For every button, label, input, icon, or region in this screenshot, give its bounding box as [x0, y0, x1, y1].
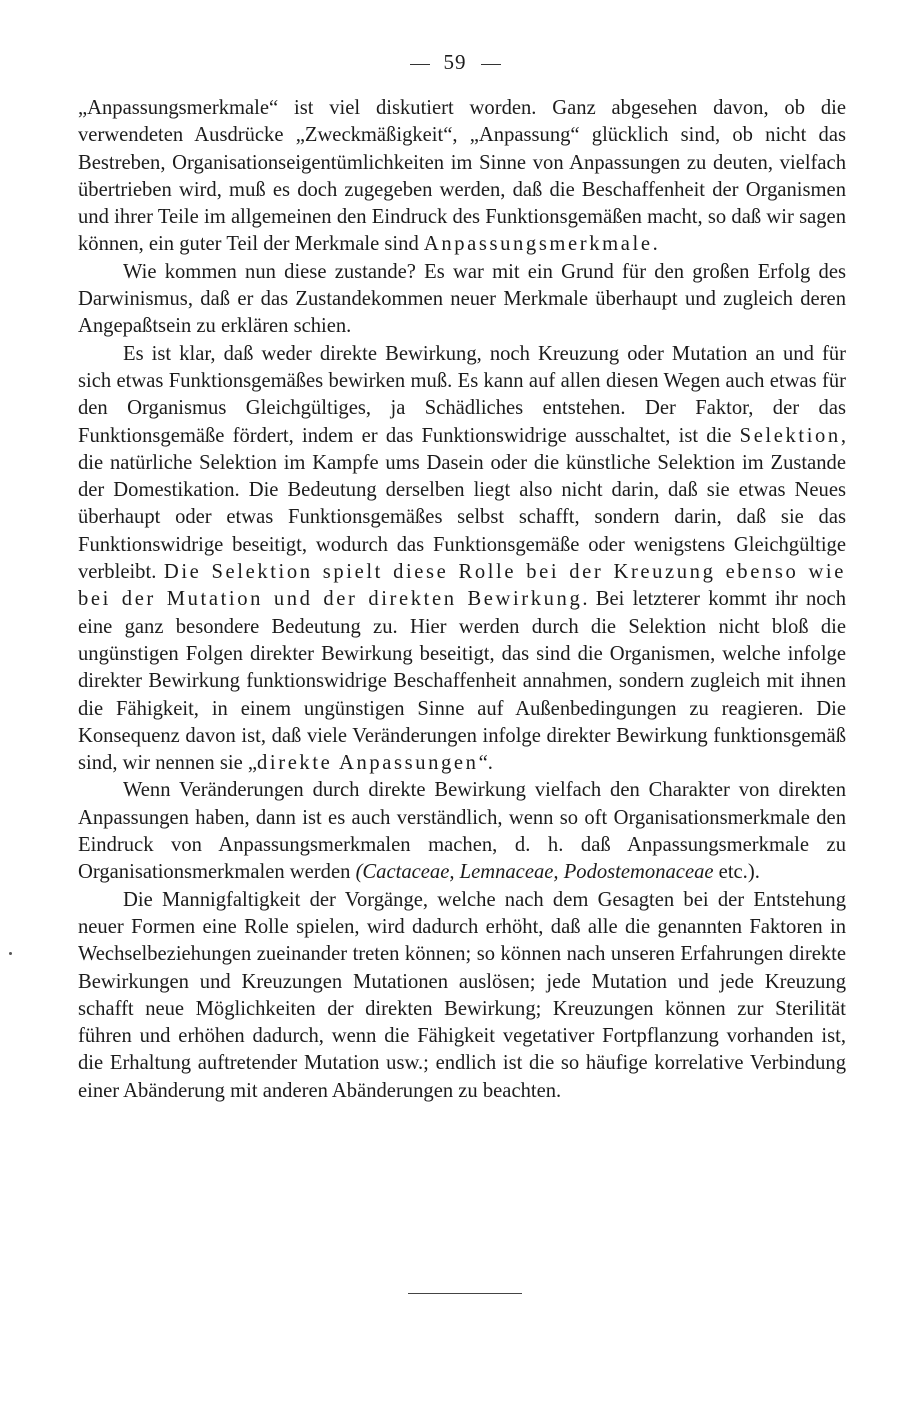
page-number-dash-right [481, 64, 501, 65]
text-segment: Wie kommen nun diese zustande? Es war mit ein Grund für den großen Erfolg des Darwinismus, daß er das Zustandekommen neuer Merkmale überhaupt und zugleich deren Angepaßtsein zu erklären schien. [78, 260, 846, 338]
text-segment: Die Selektion spielt diese Rolle bei der Kreuzung ebenso wie bei der Mutation und der direkten Bewirkung [78, 561, 846, 611]
text-segment: “. [478, 752, 493, 775]
text-segment: . [652, 233, 658, 256]
text-segment: . Bei letzterer kommt ihr noch eine ganz besondere Bedeutung zu. Hier werden durch die Selektion nicht bloß die ungünstigen Folgen direkter Bewirkung beseitigt, das sind die Organismen, welche infolge direkter Bewirkung funktionswidrige Beschaffenheit annahmen, sondern zugleich mit ihnen die Fähigkeit, in einem ungünstigen Sinne auf Außenbedingungen zu reagieren. Die Konsequenz davon ist, daß viele Veränderungen infolge direkter Bewirkung funktionsgemäß sind, wir nennen sie „ [78, 588, 846, 775]
body-text [78, 95, 846, 1105]
text-segment: „Anpassungsmerkmale“ ist viel diskutiert worden. Ganz abgesehen davon, ob die verwendeten Ausdrücke „Zweckmäßigkeit“, „Anpassung“ glücklich sind, ob nicht das Bestreben, Organisationseigentümlichkeiten im Sinne von Anpassungen zu deuten, vielfach übertrieben wird, muß es doch zugegeben werden, daß die Beschaffenheit der Organismen und ihrer Teile im allgemeinen den Eindruck des Funktionsgemäßen macht, so daß wir sagen können, ein guter Teil der Merkmale sind [78, 97, 846, 256]
text-segment: Wenn Veränderungen durch direkte Bewirkung vielfach den Charakter von direkten Anpassungen haben, dann ist es auch verständlich, wenn so oft Organisationsmerkmale den Eindruck von Anpassungsmerkmalen machen, d. h. daß Anpassungsmerkmale zu Organisationsmerkmalen werden [78, 779, 846, 884]
end-rule [408, 1293, 522, 1294]
text-segment: etc.). [713, 861, 760, 884]
paragraph-p1 [78, 95, 846, 259]
text-segment: Anpassungsmerkmale [423, 233, 653, 256]
margin-mark [9, 952, 12, 955]
text-segment: (Cactaceae, Lemnaceae, Podostemonaceae [355, 861, 714, 884]
paragraph-p5 [78, 887, 846, 1105]
paragraph-p4 [78, 777, 846, 886]
text-segment: Es ist klar, daß weder direkte Bewirkung, noch Kreuzung oder Mutation an und für sich etwas Funktionsgemäßes bewirken muß. Es kann auf allen diesen Wegen auch etwas für den Organismus Gleichgültiges, ja Schädliches entstehen. Der Faktor, der das Funktionsgemäße fördert, indem er das Funktionswidrige ausschaltet, ist die [78, 342, 846, 447]
text-segment: Selektion [739, 424, 841, 447]
page-number-value: 59 [443, 50, 467, 74]
text-segment: direkte Anpassungen [257, 752, 479, 775]
text-segment: Die Mannigfaltigkeit der Vorgänge, welche nach dem Gesagten bei der Entstehung neuer Formen eine Rolle spielen, wird dadurch erhöht, daß alle die genannten Faktoren in Wechselbeziehungen zueinander treten können; so können nach unseren Erfahrungen direkte Bewirkungen und Kreuzungen Mutationen auslösen; jede Mutation und jede Kreuzung schafft neue Möglichkeiten der direkten Bewirkung; Kreuzungen können zur Sterilität führen und erhöhen dadurch, wenn die Fähigkeit vegetativer Fortpflanzung vorhanden ist, die Erhaltung auftretender Mutation usw.; endlich ist die so häufige korrelative Verbindung einer Abänderung mit anderen Abänderungen zu beachten. [78, 888, 846, 1102]
paragraph-p3 [78, 341, 846, 778]
paragraph-p2 [78, 259, 846, 341]
text-segment: , die natürliche Selektion im Kampfe ums Dasein oder die künstliche Selektion im Zustande der Domestikation. Die Bedeutung derselben liegt also nicht darin, daß sie etwas Neues überhaupt oder etwas Funktionsgemäßes selbst schafft, sondern darin, daß sie das Funktionswidrige beseitigt, wodurch das Funktionsgemäße oder wenigstens Gleichgültige verbleibt. [78, 424, 846, 584]
page-number [0, 50, 910, 75]
page-number-dash-left [410, 64, 430, 65]
